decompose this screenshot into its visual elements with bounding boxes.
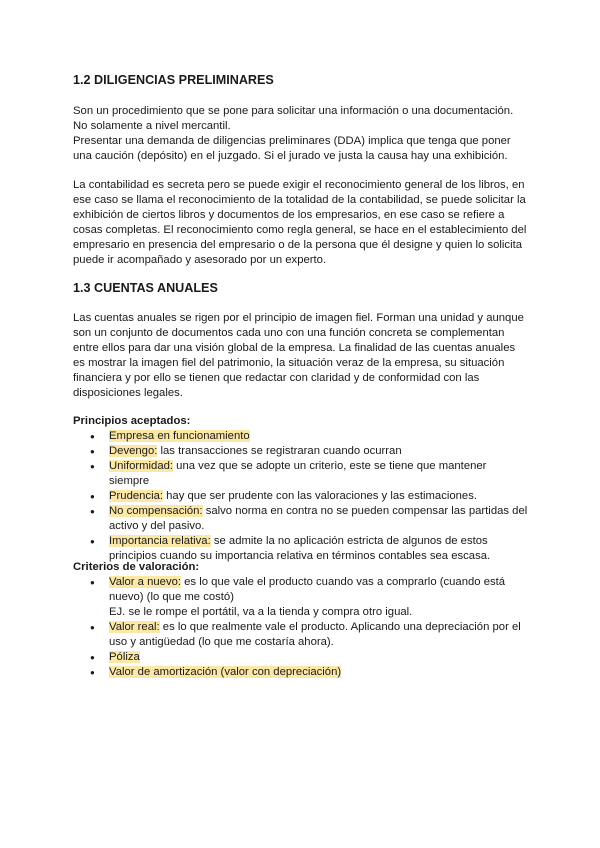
item-text: es lo que realmente vale el producto. Aplicando una depreciación por el uso y antigüedad (lo que me costaría ahora). [109,621,521,648]
criterios-list-block [73,560,528,680]
paragraph: Las cuentas anuales se rigen por el principio de imagen fiel. Forman una unidad y aunque son un conjunto de documentos cada uno con una función concreta se complementan entre ellos para dar una visión global de la empresa. La finalidad de las cuentas anuales es mostrar la imagen fiel del patrimonio, la situación veraz de la empresa, su situación financiera y por ello se tienen que redactar con claridad y de conformidad con las disposiciones legales. [73,312,524,399]
highlighted-term: Póliza [109,651,140,663]
list-item [73,504,528,534]
section-title: 1.2 DILIGENCIAS PRELIMINARES [73,73,274,87]
section-1-3 [73,280,528,296]
list-item [73,575,528,620]
highlighted-term: Valor real: [109,621,160,633]
highlighted-term: No compensación: [109,505,203,517]
list-item [73,459,528,489]
paragraph: La contabilidad es secreta pero se puede exigir el reconocimiento general de los libros, en ese caso se llama el reconocimiento de la totalidad de la contabilidad, se puede solicitar la exhibición de ciertos libros y documentos de los empresarios, en ese caso se refiere a cosas completas. El reconocimiento como regla general, se hace en el establecimiento del empresario en presencia del empresario o de la persona que él designe y quien lo solicita puede ir acompañado y asesorado por un experto. [73,179,527,266]
highlighted-term: Importancia relativa: [109,535,211,547]
list-item [73,650,528,665]
list-item [73,429,528,444]
highlighted-term: Prudencia: [109,490,164,502]
list-heading: Criterios de valoración: [73,561,200,573]
highlighted-term: Uniformidad: [109,460,174,472]
item-text: una vez que se adopte un criterio, este se tiene que mantener siempre [109,460,487,487]
list-item [73,665,528,680]
item-text: salvo norma en contra no se pueden compensar las partidas del activo y del pasivo. [109,505,528,532]
item-text: se admite la no aplicación estricta de algunos de estos principios cuando su importancia relativa en términos contables sea escasa. [109,535,491,562]
principios-list [73,429,528,564]
section-1-2 [73,72,528,88]
highlighted-term: Valor de amortización (valor con depreciación) [109,666,342,678]
item-text: las transacciones se registraran cuando ocurran [157,445,402,457]
section-title: 1.3 CUENTAS ANUALES [73,281,218,295]
section-1-3-body [73,311,528,401]
item-text: es lo que vale el producto cuando vas a comprarlo (cuando está nuevo) (lo que me costó) [109,576,506,603]
item-text: hay que ser prudente con las valoraciones y las estimaciones. [163,490,477,502]
highlighted-term: Devengo: [109,445,158,457]
section-1-2-intro [73,104,528,164]
criterios-list [73,575,528,680]
paragraph: Son un procedimiento que se pone para solicitar una información o una documentación. No solamente a nivel mercantil. [73,105,514,132]
list-item [73,444,528,459]
item-example: EJ. se le rompe el portátil, va a la tienda y compra otro igual. [109,606,413,618]
principios-list-block [73,414,528,564]
highlighted-term: Valor a nuevo: [109,576,182,588]
paragraph: Presentar una demanda de diligencias preliminares (DDA) implica que tenga que poner una caución (depósito) en el juzgado. Si el jurado ve justa la causa hay una exhibición. [73,135,511,162]
highlighted-term: Empresa en funcionamiento [109,430,250,442]
list-heading: Principios aceptados: [73,415,191,427]
list-item [73,489,528,504]
section-1-2-body [73,178,528,268]
list-item [73,620,528,650]
